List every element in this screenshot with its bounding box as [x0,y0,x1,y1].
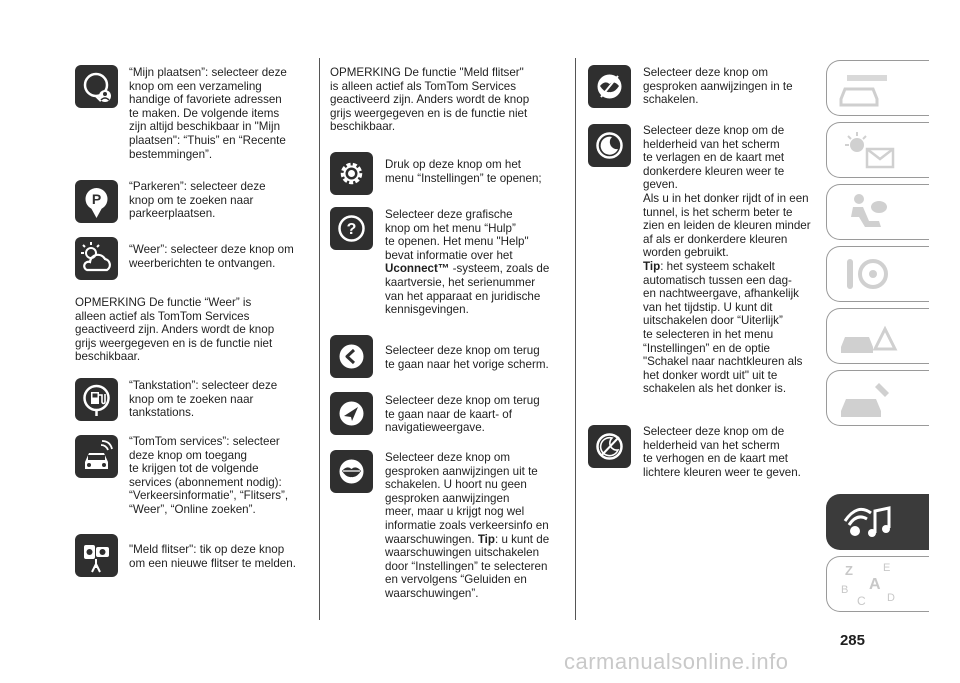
report-speed-camera-text: "Meld flitser": tik op deze knop om een nieuwe flitser te melden. [129,543,296,570]
tab-service[interactable] [826,370,929,426]
watermark: carmanualsonline.info [564,649,789,674]
back-arrow-icon [330,335,373,378]
day-mode-icon [588,425,631,468]
voice-on-icon [588,65,631,108]
map-view-text: Selecteer deze knop om terug te gaan naar de kaart- of navigatieweergave. [385,394,540,435]
column-divider [575,58,576,620]
my-places-icon [75,65,118,108]
map-view-arrow-icon [330,392,373,435]
settings-gear-icon [330,152,373,195]
speed-camera-note: OPMERKING De functie "Meld flitser" is alleen actief als TomTom Services geactiveerd zijn. Anders wordt de knop grijs weergegeven en is de functie niet beschikbaar. [330,66,530,134]
voice-off-text: Selecteer deze knop om gesproken aanwijzingen uit te schakelen. U hoort nu geen gesproken aanwijzingen meer, maar u krijgt nog wel informatie zoals verkeersinfo en waarschuwingen. Tip: u kunt de waarschuwingen uitschakelen door “Instellingen” te selecteren en vervolgens “Geluiden en waarschuwingen”. [385,451,550,600]
tab-key-steering[interactable] [826,246,929,302]
svg-text:B: B [841,584,849,596]
svg-text:Z: Z [845,563,853,578]
tomtom-services-icon [75,435,118,478]
fuel-station-icon [75,378,118,421]
day-mode-text: Selecteer deze knop om de helderheid van het scherm te verhogen en de kaart met lichtere kleuren weer te geven. [643,425,801,479]
svg-text:D: D [887,592,895,604]
my-places-text: “Mijn plaatsen”: selecteer deze knop om een verzameling handige of favoriete adressen te maken. De volgende items zijn altijd beschikbaar in "Mijn plaatsen": “Thuis” en “Recente bestemmingen”. [129,66,287,161]
tab-index[interactable] [826,556,929,612]
weather-text: “Weer”: selecteer deze knop om weerberichten te ontvangen. [129,243,294,270]
back-text: Selecteer deze knop om terug te gaan naar het vorige scherm. [385,344,549,371]
tomtom-services-text: “TomTom services”: selecteer deze knop om toegang te krijgen tot de volgende services (abonnement nodig): “Verkeersinformatie”, “Flitsers”, “Weer”, “Online zoeken”. [129,435,289,516]
svg-text:A: A [869,576,881,593]
weather-icon [75,237,118,280]
tab-lights-mail[interactable] [826,122,929,178]
tab-warning[interactable] [826,308,929,364]
help-question-icon [330,207,373,250]
parking-text: “Parkeren”: selecteer deze knop om te zoeken naar parkeerplaatsen. [129,180,266,221]
help-text: Selecteer deze grafische knop om het menu “Hulp” te openen. Het menu "Help" bevat informatie over het Uconnect™ -systeem, zoals de kaartversie, het serienummer van het apparaat en juridische kennisgevingen. [385,208,550,317]
settings-text: Druk op deze knop om het menu “Instellingen” te openen; [385,158,542,185]
svg-text:?: ? [346,221,357,238]
night-mode-text: Selecteer deze knop om de helderheid van het scherm te verlagen en de kaart met donkerdere kleuren weer te geven. Als u in het donker rijdt of in een tunnel, is het scherm beter te zien en leiden de kleuren minder af als er donkerdere kleuren worden gebruikt. Tip: het systeem schakelt automatisch tussen een dag- en nachtweergave, afhankelijk van het tijdstip. U kunt dit uitschakelen door “Uiterlijk” te selecteren in het menu “Instellingen” en de optie "Schakel naar nachtkleuren als het donker wordt uit" uit te schakelen als het donker is. [643,124,811,396]
voice-off-lips-icon [330,450,373,493]
svg-text:E: E [883,562,891,574]
svg-text:P: P [91,191,102,207]
night-mode-moon-icon [588,124,631,167]
tab-dashboard[interactable] [826,60,929,116]
weather-note: OPMERKING De functie “Weer” is alleen actief als TomTom Services geactiveerd zijn. Anders wordt de knop grijs weergegeven en is de functie niet beschikbaar. [75,296,275,364]
voice-on-text: Selecteer deze knop om gesproken aanwijzingen in te schakelen. [643,66,793,107]
tab-airbag-seat[interactable] [826,184,929,240]
page-number: 285 [839,632,865,649]
fuel-station-text: “Tankstation”: selecteer deze knop om te zoeken naar tankstations. [129,379,278,420]
parking-icon [75,180,118,223]
svg-text:C: C [857,594,866,608]
tab-multimedia[interactable] [826,494,929,550]
report-speed-camera-icon [75,534,118,577]
column-divider [319,58,320,620]
